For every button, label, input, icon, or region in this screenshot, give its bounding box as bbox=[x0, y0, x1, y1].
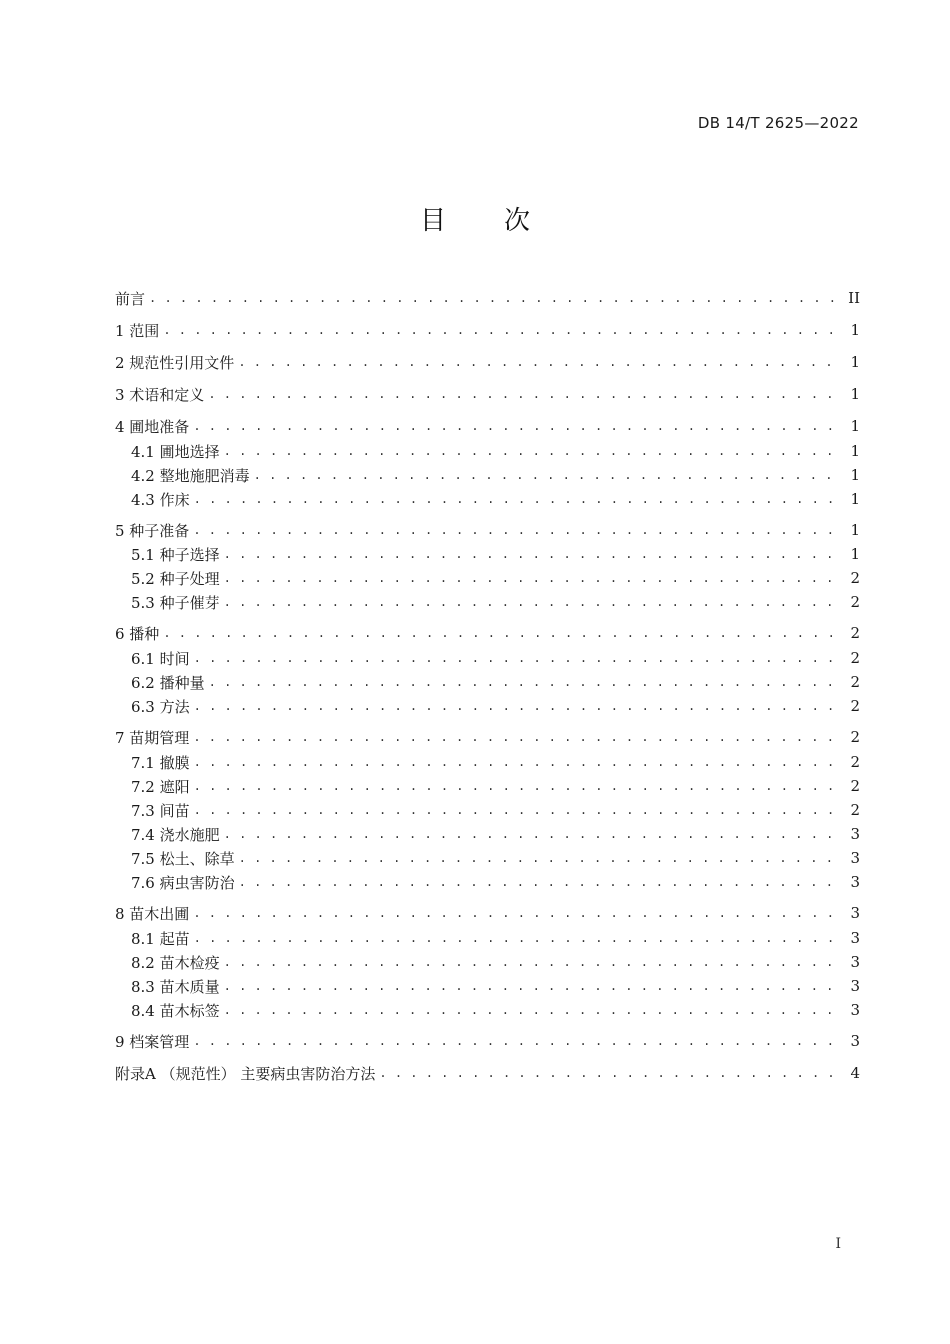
toc-entry[interactable] bbox=[115, 725, 860, 749]
toc-subentry[interactable] bbox=[131, 846, 860, 870]
toc-entry-label: 7 苗期管理 bbox=[115, 728, 190, 747]
toc-leader-dots bbox=[379, 1061, 842, 1085]
toc-entry-page: 2 bbox=[850, 673, 860, 691]
toc-leader-dots bbox=[149, 286, 842, 310]
toc-entry-label: 6.1 时间 bbox=[131, 649, 190, 668]
toc-entry-page: 3 bbox=[850, 825, 860, 843]
toc-subentry[interactable] bbox=[131, 798, 860, 822]
toc-leader-dots bbox=[194, 774, 842, 798]
toc-entry-page: 3 bbox=[850, 953, 860, 971]
toc-leader-dots bbox=[193, 1029, 842, 1053]
toc-entry-label: 5.3 种子催芽 bbox=[131, 593, 220, 612]
toc-subentry[interactable] bbox=[131, 750, 860, 774]
toc-entry-page: 3 bbox=[850, 873, 860, 891]
toc-entry[interactable] bbox=[115, 414, 860, 438]
toc-entry-label: 7.1 撤膜 bbox=[131, 753, 190, 772]
toc-entry[interactable] bbox=[115, 518, 860, 542]
toc-leader-dots bbox=[163, 621, 842, 645]
toc-leader-dots bbox=[224, 542, 842, 566]
document-code: DB 14/T 2625—2022 bbox=[697, 114, 859, 132]
toc-leader-dots bbox=[224, 950, 842, 974]
toc-entry[interactable] bbox=[115, 1029, 860, 1053]
toc-entry-label: 8.2 苗木检疫 bbox=[131, 953, 220, 972]
toc-entry-label: 4 圃地准备 bbox=[115, 417, 190, 436]
page-number: I bbox=[835, 1236, 841, 1252]
toc-subentry[interactable] bbox=[131, 774, 860, 798]
toc-entry-label: 5.2 种子处理 bbox=[131, 569, 220, 588]
toc-entry[interactable] bbox=[115, 901, 860, 925]
toc-leader-dots bbox=[194, 750, 842, 774]
toc-subentry[interactable] bbox=[131, 694, 860, 718]
toc-leader-dots bbox=[194, 487, 842, 511]
toc-leader-dots bbox=[254, 463, 842, 487]
toc-leader-dots bbox=[224, 566, 842, 590]
toc-leader-dots bbox=[194, 646, 842, 670]
toc-entry-label: 4.3 作床 bbox=[131, 490, 190, 509]
toc-entry-label: 7.5 松土、除草 bbox=[131, 849, 235, 868]
toc-leader-dots bbox=[193, 725, 842, 749]
toc-entry-page: 1 bbox=[850, 417, 860, 435]
toc-entry-page: II bbox=[848, 289, 860, 307]
toc-leader-dots bbox=[194, 798, 842, 822]
toc-subentry[interactable] bbox=[131, 646, 860, 670]
toc-subentry[interactable] bbox=[131, 670, 860, 694]
toc-leader-dots bbox=[224, 822, 842, 846]
toc-entry-label: 3 术语和定义 bbox=[115, 385, 205, 404]
toc-entry-label: 9 档案管理 bbox=[115, 1032, 190, 1051]
toc-entry-label: 4.2 整地施肥消毒 bbox=[131, 466, 250, 485]
title-char-1: 目 bbox=[419, 206, 446, 236]
toc-leader-dots bbox=[224, 439, 842, 463]
toc-entry[interactable] bbox=[115, 318, 860, 342]
toc-entry-page: 2 bbox=[850, 569, 860, 587]
toc-entry-label: 6.2 播种量 bbox=[131, 673, 205, 692]
toc-entry-label: 7.4 浇水施肥 bbox=[131, 825, 220, 844]
toc-entry-page: 3 bbox=[850, 1001, 860, 1019]
toc-subentry[interactable] bbox=[131, 822, 860, 846]
toc-entry-label: 6 播种 bbox=[115, 624, 160, 643]
toc-subentry[interactable] bbox=[131, 950, 860, 974]
toc-entry-page: 3 bbox=[850, 904, 860, 922]
toc-subentry[interactable] bbox=[131, 974, 860, 998]
toc-leader-dots bbox=[193, 901, 842, 925]
toc-subentry[interactable] bbox=[131, 439, 860, 463]
toc-entry-page: 2 bbox=[850, 728, 860, 746]
toc-entry-page: 2 bbox=[850, 753, 860, 771]
toc-entry-label: 附录A （规范性） 主要病虫害防治方法 bbox=[115, 1064, 376, 1083]
toc-entry[interactable] bbox=[115, 382, 860, 406]
toc-entry-page: 4 bbox=[850, 1064, 860, 1082]
toc-entry-label: 7.2 遮阳 bbox=[131, 777, 190, 796]
toc-leader-dots bbox=[239, 846, 842, 870]
toc-entry-label: 5.1 种子选择 bbox=[131, 545, 220, 564]
toc-entry-label: 8.1 起苗 bbox=[131, 929, 190, 948]
toc-entry-page: 2 bbox=[850, 593, 860, 611]
toc-entry-label: 8 苗木出圃 bbox=[115, 904, 190, 923]
toc-leader-dots bbox=[194, 926, 842, 950]
title-char-2: 次 bbox=[504, 206, 531, 236]
toc-leader-dots bbox=[193, 414, 842, 438]
toc-entry-page: 1 bbox=[850, 321, 860, 339]
toc-entry-page: 3 bbox=[850, 849, 860, 867]
toc-leader-dots bbox=[224, 974, 842, 998]
toc-subentry[interactable] bbox=[131, 998, 860, 1022]
toc-entry-page: 1 bbox=[850, 442, 860, 460]
toc-entry-label: 7.6 病虫害防治 bbox=[131, 873, 235, 892]
toc-entry-label: 前言 bbox=[115, 289, 146, 308]
toc-entry-label: 1 范围 bbox=[115, 321, 160, 340]
toc-leader-dots bbox=[239, 870, 842, 894]
toc-entry-label: 5 种子准备 bbox=[115, 521, 190, 540]
toc-leader-dots bbox=[208, 382, 842, 406]
toc-leader-dots bbox=[224, 590, 842, 614]
toc-entry-page: 2 bbox=[850, 649, 860, 667]
toc-subentry[interactable] bbox=[131, 463, 860, 487]
toc-entry[interactable] bbox=[115, 286, 860, 310]
toc-entry-label: 2 规范性引用文件 bbox=[115, 353, 235, 372]
toc-leader-dots bbox=[224, 998, 842, 1022]
toc-subentry[interactable] bbox=[131, 566, 860, 590]
toc-subentry[interactable] bbox=[131, 870, 860, 894]
toc-leader-dots bbox=[193, 518, 842, 542]
toc-leader-dots bbox=[209, 670, 842, 694]
toc-subentry[interactable] bbox=[131, 590, 860, 614]
toc-entry-page: 3 bbox=[850, 929, 860, 947]
toc-leader-dots bbox=[238, 350, 842, 374]
toc-entry-page: 1 bbox=[850, 521, 860, 539]
toc-entry[interactable] bbox=[115, 1061, 860, 1085]
toc-entry-label: 8.4 苗木标签 bbox=[131, 1001, 220, 1020]
toc-entry-page: 2 bbox=[850, 697, 860, 715]
toc-entry-label: 8.3 苗木质量 bbox=[131, 977, 220, 996]
toc-subentry[interactable] bbox=[131, 487, 860, 511]
toc-entry-page: 3 bbox=[850, 977, 860, 995]
toc-entry-label: 4.1 圃地选择 bbox=[131, 442, 220, 461]
toc-entry-page: 2 bbox=[850, 777, 860, 795]
toc-entry-label: 6.3 方法 bbox=[131, 697, 190, 716]
toc-entry[interactable] bbox=[115, 350, 860, 374]
toc-leader-dots bbox=[163, 318, 842, 342]
toc-entry-page: 2 bbox=[850, 624, 860, 642]
toc-entry-label: 7.3 间苗 bbox=[131, 801, 190, 820]
page-title bbox=[0, 200, 950, 237]
toc-entry-page: 1 bbox=[850, 545, 860, 563]
toc-leader-dots bbox=[194, 694, 842, 718]
toc-entry[interactable] bbox=[115, 621, 860, 645]
toc-entry-page: 3 bbox=[850, 1032, 860, 1050]
toc-entry-page: 1 bbox=[850, 353, 860, 371]
toc-entry-page: 2 bbox=[850, 801, 860, 819]
toc-entry-page: 1 bbox=[850, 466, 860, 484]
toc-subentry[interactable] bbox=[131, 926, 860, 950]
toc-subentry[interactable] bbox=[131, 542, 860, 566]
toc-entry-page: 1 bbox=[850, 490, 860, 508]
toc-entry-page: 1 bbox=[850, 385, 860, 403]
